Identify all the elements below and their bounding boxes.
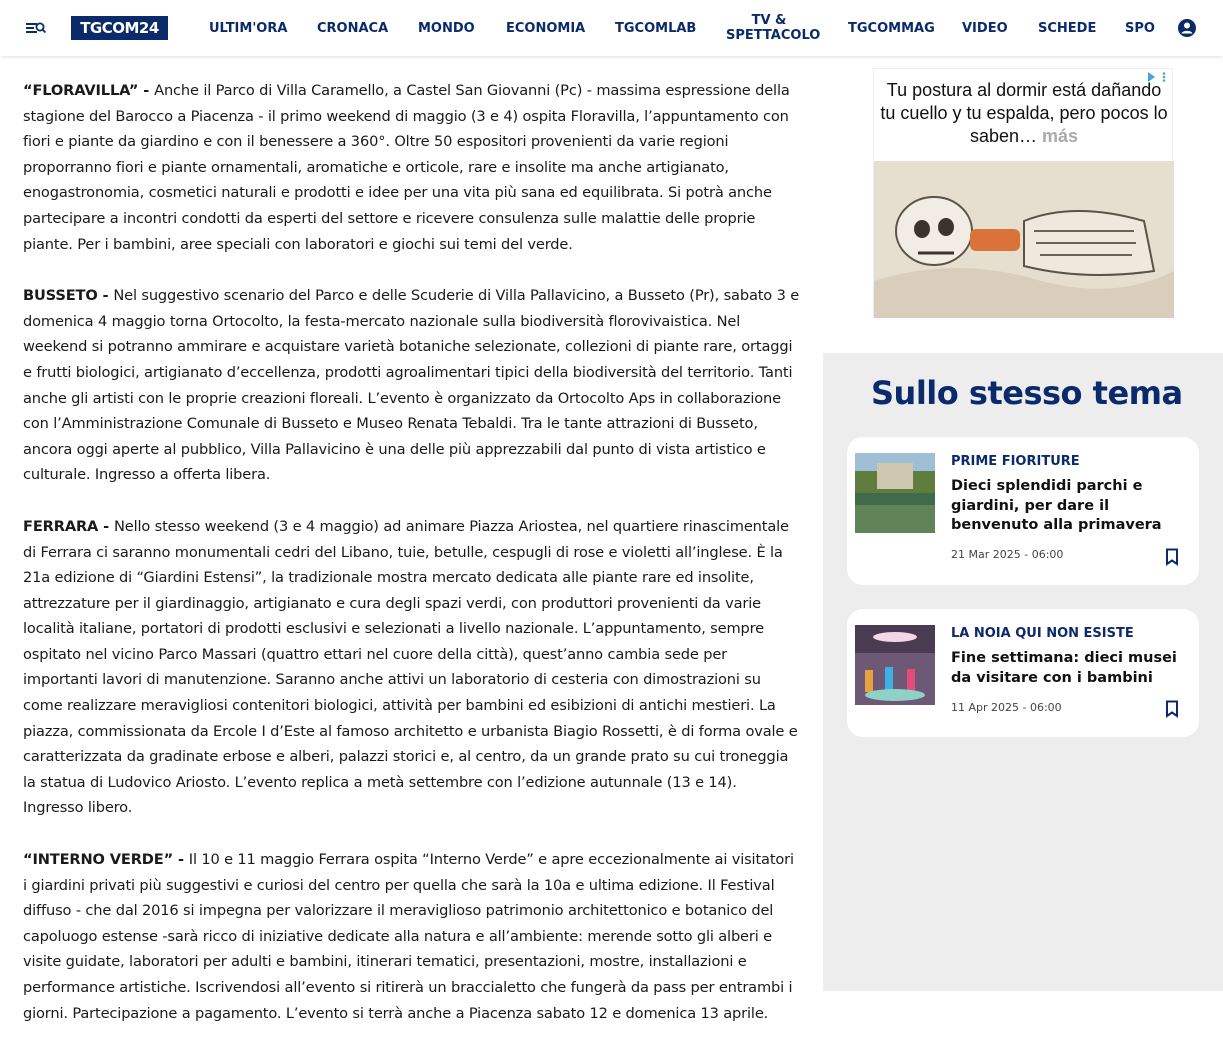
site-logo[interactable]: [71, 16, 168, 40]
main-nav: [192, 0, 1154, 56]
nav-item-mondo[interactable]: MONDO: [418, 20, 475, 36]
related-card-thumbnail[interactable]: [855, 625, 935, 705]
paragraph-text: Nello stesso weekend (3 e 4 maggio) ad animare Piazza Ariostea, nel quartiere rinascimentale di Ferrara ci saranno monumentali cedri del Libano, tuie, betulle, cespugli di rose e violetti all’inglese. È la 21a edizione di “Giardini Estensi”, la tradizionale mostra mercato dedicata alle piante rare ed insolite, attrezzature per il giardinaggio, artigianato e cura degli spazi verdi, con produttori provenienti da varie località italiane, portatori di prodotti esclusivi e selezionati a livello nazionale. L’appuntamento, sempre ospitato nel vicino Parco Massari (quattro ettari nel cuore della città), quest’anno cambia sede per importanti lavori di manutenzione. Saranno anche attivi un laboratorio di cesteria con dimostrazioni su come realizzare meravigliosi contenitori biologici, attività per bambini ed esibizioni di antichi mestieri. La piazza, commissionata da Ercole I d’Este al famoso architetto e urbanista Biagio Rossetti, è di forma ovale e caratterizzata da gradinate erbose e alberi, palazzi storici e, al centro, da un grande prato su cui troneggia la statua di Ludovico Ariosto. L’evento replica a metà settembre con l’edizione autunnale (13 e 14). Ingresso libero.: [23, 517, 798, 817]
ad-image[interactable]: [874, 161, 1174, 318]
paragraph-lead: FERRARA -: [23, 517, 114, 535]
paragraph-lead: “INTERNO VERDE” -: [23, 851, 189, 869]
logo-text: TGCOM24: [80, 19, 159, 37]
nav-item-tv-spettacolo[interactable]: TV & SPETTACOLO: [726, 13, 821, 43]
paragraph-text: Nel suggestivo scenario del Parco e delle Scuderie di Villa Pallavicino, a Busseto (Pr), sabato 3 e domenica 4 maggio torna Ortocolto, la festa-mercato nazionale sulla biodiversità florovivaistica. Nel weekend si potranno ammirare e acquistare varietà botaniche selezionate, collezioni di piante rare, ortaggi e frutti biologici, artigianato d’eccellenza, prodotti agroalimentari tipici della biodiversità del territorio. Tanti anche gli artisti con le proprie creazioni floreali. L’evento è organizzato da Ortocolto Aps in collaborazione con l’Amministrazione Comunale di Busseto e Museo Renata Tebaldi. Tra le tante attrazioni di Busseto, ancora oggi aperte al pubblico, Villa Pallavicino è una delle più apprezzabili dal punto di vista artistico e culturale. Ingresso a offerta libera.: [23, 287, 800, 484]
related-card-date: 11 Apr 2025 - 06:00: [951, 701, 1062, 714]
nav-item-cronaca[interactable]: CRONACA: [317, 20, 389, 36]
related-card[interactable]: [847, 609, 1199, 737]
article-paragraph-interno-verde: [23, 847, 801, 1026]
related-card-date: 21 Mar 2025 - 06:00: [951, 548, 1064, 561]
related-card[interactable]: [847, 437, 1199, 585]
site-header: [0, 0, 1223, 56]
nav-item-video[interactable]: VIDEO: [962, 20, 1008, 36]
sidebar: [823, 56, 1223, 991]
user-account-icon[interactable]: [1177, 18, 1197, 38]
related-section-title: Sullo stesso tema: [871, 374, 1183, 412]
related-card-kicker: LA NOIA QUI NON ESISTE: [951, 626, 1134, 641]
nav-item-tgcomlab[interactable]: TGCOMLAB: [615, 20, 697, 36]
menu-search-icon[interactable]: [24, 17, 48, 39]
paragraph-text: Anche il Parco di Villa Caramello, a Castel San Giovanni (Pc) - massima espressione della stagione del Barocco a Piacenza - il primo weekend di maggio (3 e 4) ospita Floravilla, l’appuntamento con fiori e piante da giardino e con il benessere a 360°. Oltre 50 espositori provenienti da varie regioni proporranno fiori e piante ornamentali, aromatiche e orticole, rare e insolite ma anche artigianato, enogastronomia, cosmetici naturali e prodotti e idee per una vita più sana ed equilibrata. Si potrà anche partecipare a incontri condotti da esperti del settore e ricevere consulenza sulle malattie delle proprie piante. Per i bambini, aree speciali con laboratori e giochi sui temi del verde.: [23, 82, 790, 253]
related-card-title[interactable]: Fine settimana: dieci musei da visitare con i bambini: [951, 650, 1177, 686]
advertisement[interactable]: [873, 68, 1173, 317]
ad-more-link[interactable]: más: [1042, 126, 1079, 146]
article-body: [23, 78, 801, 1052]
bookmark-icon[interactable]: [1165, 700, 1179, 718]
nav-item-schede[interactable]: SCHEDE: [1038, 20, 1097, 36]
nav-item-sport[interactable]: SPO: [1125, 20, 1155, 36]
related-card-thumbnail[interactable]: [855, 453, 935, 533]
nav-item-tgcommag[interactable]: TGCOMMAG: [848, 20, 935, 36]
ad-area: [823, 56, 1223, 353]
bookmark-icon[interactable]: [1165, 548, 1179, 566]
related-card-title[interactable]: Dieci splendidi parchi e giardini, per dare il benvenuto alla primavera: [951, 478, 1162, 533]
article-paragraph-ferrara: [23, 514, 801, 821]
nav-item-economia[interactable]: ECONOMIA: [506, 20, 586, 36]
article-paragraph-busseto: [23, 283, 801, 488]
paragraph-text: Il 10 e 11 maggio Ferrara ospita “Interno Verde” e apre eccezionalmente ai visitatori i giardini privati più suggestivi e curiosi del centro per quella che sarà la 10a e ultima edizione. Il Festival diffuso - che dal 2016 si impegna per valorizzare il meraviglioso patrimonio architettonico e botanico del capoluogo estense -sarà ricco di iniziative dedicate alla natura e all’ambiente: merende sotto gli alberi e visite guidate, laboratori per adulti e bambini, itinerari tematici, presentazioni, mostre, installazioni e performance artistiche. Iscrivendosi all’evento si ritirerà un braccialetto che fungerà da pass per entrambi i giorni. Partecipazione a pagamento. L’evento si terrà anche a Piacenza sabato 12 e domenica 13 aprile.: [23, 851, 794, 1022]
article-paragraph-floravilla: [23, 78, 801, 257]
paragraph-lead: BUSSETO -: [23, 287, 114, 305]
paragraph-lead: “FLORAVILLA” -: [23, 82, 155, 99]
nav-item-ultimora[interactable]: ULTIM'ORA: [209, 20, 288, 36]
ad-headline-text: Tu postura al dormir está dañando tu cuello y tu espalda, pero pocos lo saben…: [880, 80, 1168, 146]
related-card-kicker: PRIME FIORITURE: [951, 454, 1080, 469]
ad-headline[interactable]: [880, 79, 1168, 148]
